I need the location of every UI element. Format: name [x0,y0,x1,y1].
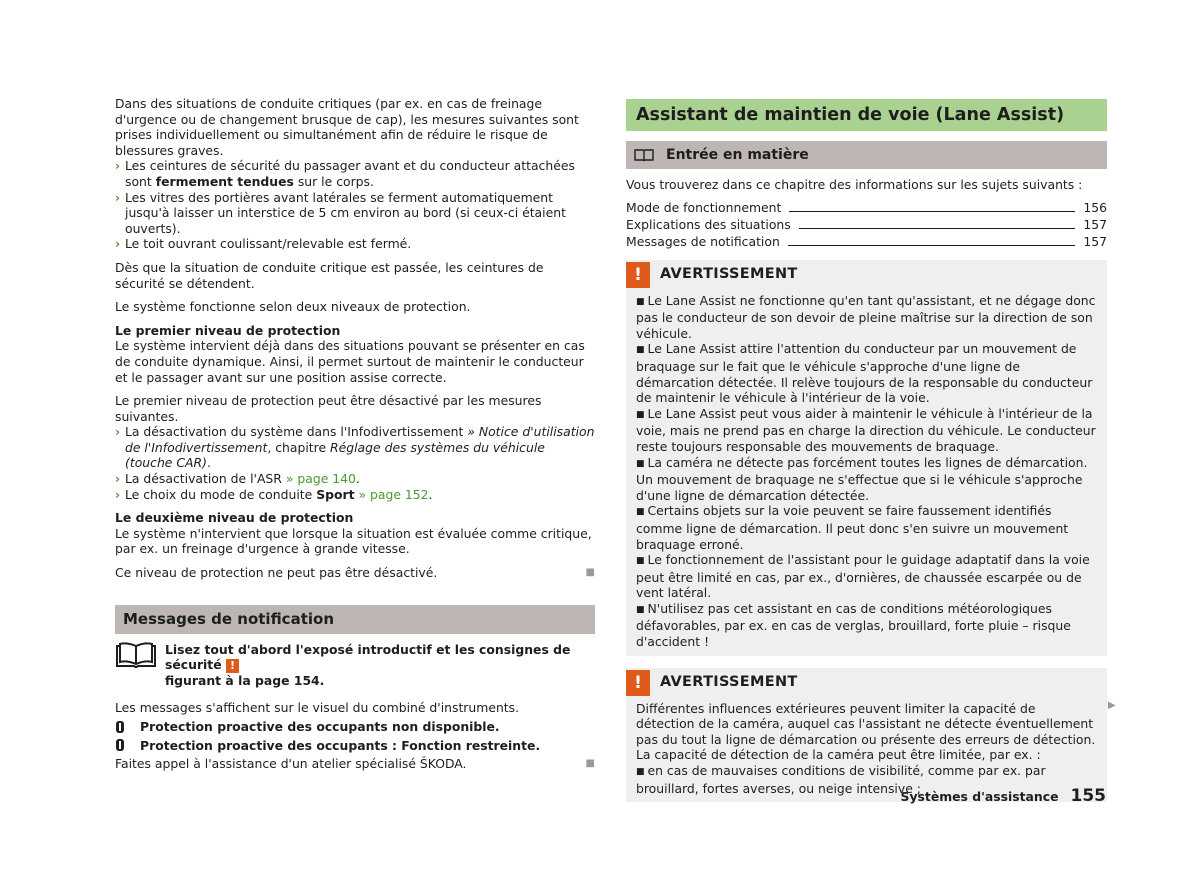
info-light-icon [115,738,125,752]
toc-entry[interactable]: Mode de fonctionnement 156 [626,200,1107,215]
warning-header [626,260,1107,290]
bullet-square-icon: ■ [636,767,645,778]
warning-item: ■ Le Lane Assist peut vous aider à maintenir le véhicule à l'intérieur de la voie, mais ne prend pas en charge la direction du véhicule. Le conducteur reste toujours responsable des mouvements de braquage. [636,405,1096,454]
list-item: › Les vitres des portières avant latérales se ferment automatiquement jusqu'à laisser un interstice de 5 cm environ au bord (si ceux-ci étaient ouverts). [115,189,566,236]
page-152-link[interactable]: » page 152 [354,486,429,502]
infotainment-manual-link[interactable]: » Notice d'utilisation de l'Infodivertissement [125,424,595,455]
end-marker: ■ [585,758,595,770]
chevron-right-icon: › [115,424,121,440]
list-item: › La désactivation de l'ASR » page 140. [115,471,360,487]
info-light-icon [115,720,125,734]
warning-box [626,260,1107,656]
bullet-square-icon: ■ [636,458,645,469]
page-footer [901,786,1106,806]
level1-text: Le système intervient déjà dans des situations pouvant se présenter en cas de conduite dynamique. Ainsi, il permet surtout de maintenir le conducteur et le passager avant sur une position assise correcte. [115,338,585,385]
bullet-square-icon: ■ [636,409,645,420]
footer-section: Systèmes d'assistance [900,789,1059,804]
bullet-square-icon: ■ [636,345,645,356]
open-book-icon [634,148,654,162]
warning-item: ■ N'utilisez pas cet assistant en cas de conditions météorologiques défavorables, par ex. en cas de verglas, brouillard, forte pluie – risque d'accident ! [636,600,1071,650]
workshop-paragraph: Faites appel à l'assistance d'un atelier spécialisé ŠKODA. ■ [115,756,595,772]
info-box [115,642,595,689]
warning-badge-icon[interactable]: ! [226,659,239,673]
bullet-square-icon: ■ [636,507,645,518]
entry-heading: Entrée en matière [626,141,1107,169]
right-column [626,96,1107,802]
list-item: › Les ceintures de sécurité du passager avant et du conducteur attachées sont fermement tendues sur le corps. [115,158,575,189]
warning-item: ■ Le Lane Assist ne fonctionne qu'en tant qu'assistant, et ne dégage donc pas le conducteur de son devoir de pleine maîtrise sur la direction de son véhicule. [636,292,1096,341]
level1-title: Le premier niveau de protection [115,322,341,338]
section-heading: Messages de notification [115,605,595,634]
list-item: › La désactivation du système dans l'Infodivertissement » Notice d'utilisation de l'Infodivertissement, chapitre Réglage des systèmes du véhicule (touche CAR). [115,424,595,471]
warning-item: ■ en cas de mauvaises conditions de visibilité, comme par ex. par brouillard, fortes averses, ou neige intensive ; [636,763,1046,796]
warning-item: ■ Le fonctionnement de l'assistant pour le guidage adaptatif dans la voie peut être limité en cas, par ex., d'ornières, de chaussée escarpée ou de vent latéral. [636,552,1090,601]
notice-item: Protection proactive des occupants : Fonction restreinte. [115,738,595,754]
info-text: Lisez tout d'abord l'exposé introductif et les consignes de sécurité ! figurant à la page 154. [165,641,571,688]
chevron-right-icon: › [115,189,121,205]
list-item: › Le toit ouvrant coulissant/relevable est fermé. [115,236,412,252]
page-140-link[interactable]: » page 140 [285,471,356,487]
intro-paragraph: Dans des situations de conduite critiques (par ex. en cas de freinage d'urgence ou de changement brusque de cap), les mesures suivantes sont prises individuellement ou simultanément afin de réduire le risque de blessures graves. [115,96,579,158]
warning-item: ■ La caméra ne détecte pas forcément toutes les lignes de démarcation. Un mouvement de braquage ne s'effectue que si le véhicule s'approche d'une ligne de démarcation détectée. [636,454,1088,503]
page-number: 155 [1070,786,1106,806]
left-column [115,96,595,772]
warning-icon: ! [626,670,650,696]
warning-item: ■ Certains objets sur la voie peuvent se faire faussement identifiés comme ligne de démarcation. Il peut donc s'en suivre un mouvement braquage erroné. [636,503,1069,552]
chevron-right-icon: › [115,486,121,502]
two-levels-paragraph: Le système fonctionne selon deux niveaux de protection. [115,299,471,315]
warning-box [626,668,1107,803]
level2-title: Le deuxième niveau de protection [115,510,354,526]
warning-item: ■ Le Lane Assist attire l'attention du conducteur par un mouvement de braquage sur le fait que le véhicule s'approche d'une ligne de démarcation détectée. Il relève toujours de la responsable du conducteur de maintenir le véhicule à l'intérieur de la voie. [636,341,1093,406]
end-marker: ■ [585,567,595,579]
level1-disable: Le premier niveau de protection peut être désactivé par les mesures suivantes. [115,393,542,424]
warning-text: Différentes influences extérieures peuvent limiter la capacité de détection de la caméra, auquel cas l'assistant ne détecte éventuellement pas du tout la ligne de démarcation ou présente des erreurs de détection. La capacité de détection de la caméra peut être limitée, par ex. : [636,700,1096,763]
warning-header [626,668,1107,698]
open-book-icon [115,642,157,670]
level2-text: Le système n'intervient que lorsque la situation est évaluée comme critique, par ex. un freinage d'urgence à grande vitesse. [115,525,592,557]
toc-intro: Vous trouverez dans ce chapitre des informations sur les sujets suivants : [626,177,1083,192]
after-critical-paragraph: Dès que la situation de conduite critique est passée, les ceintures de sécurité se détendent. [115,259,544,291]
warning-title: AVERTISSEMENT [660,265,798,282]
continue-arrow-icon: ▶ [1108,700,1116,711]
chapter-title: Assistant de maintien de voie (Lane Assist) [626,99,1107,131]
bullet-square-icon: ■ [636,604,645,615]
bullet-square-icon: ■ [636,296,645,307]
warning-body [626,290,1107,656]
warning-title: AVERTISSEMENT [660,673,798,690]
chevron-right-icon: › [115,236,121,252]
notice-item: Protection proactive des occupants non disponible. [115,719,595,735]
toc-list [626,199,1107,250]
messages-intro: Les messages s'affichent sur le visuel du combiné d'instruments. [115,700,520,716]
chevron-right-icon: › [115,471,121,487]
bullet-square-icon: ■ [636,556,645,567]
toc-entry[interactable]: Explications des situations 157 [626,217,1107,232]
warning-icon: ! [626,262,650,288]
toc-entry[interactable]: Messages de notification 157 [626,234,1107,249]
list-item: › Le choix du mode de conduite Sport » page 152. [115,486,433,502]
chevron-right-icon: › [115,158,121,174]
level2-note: Ce niveau de protection ne peut pas être désactivé. ■ [115,565,595,581]
